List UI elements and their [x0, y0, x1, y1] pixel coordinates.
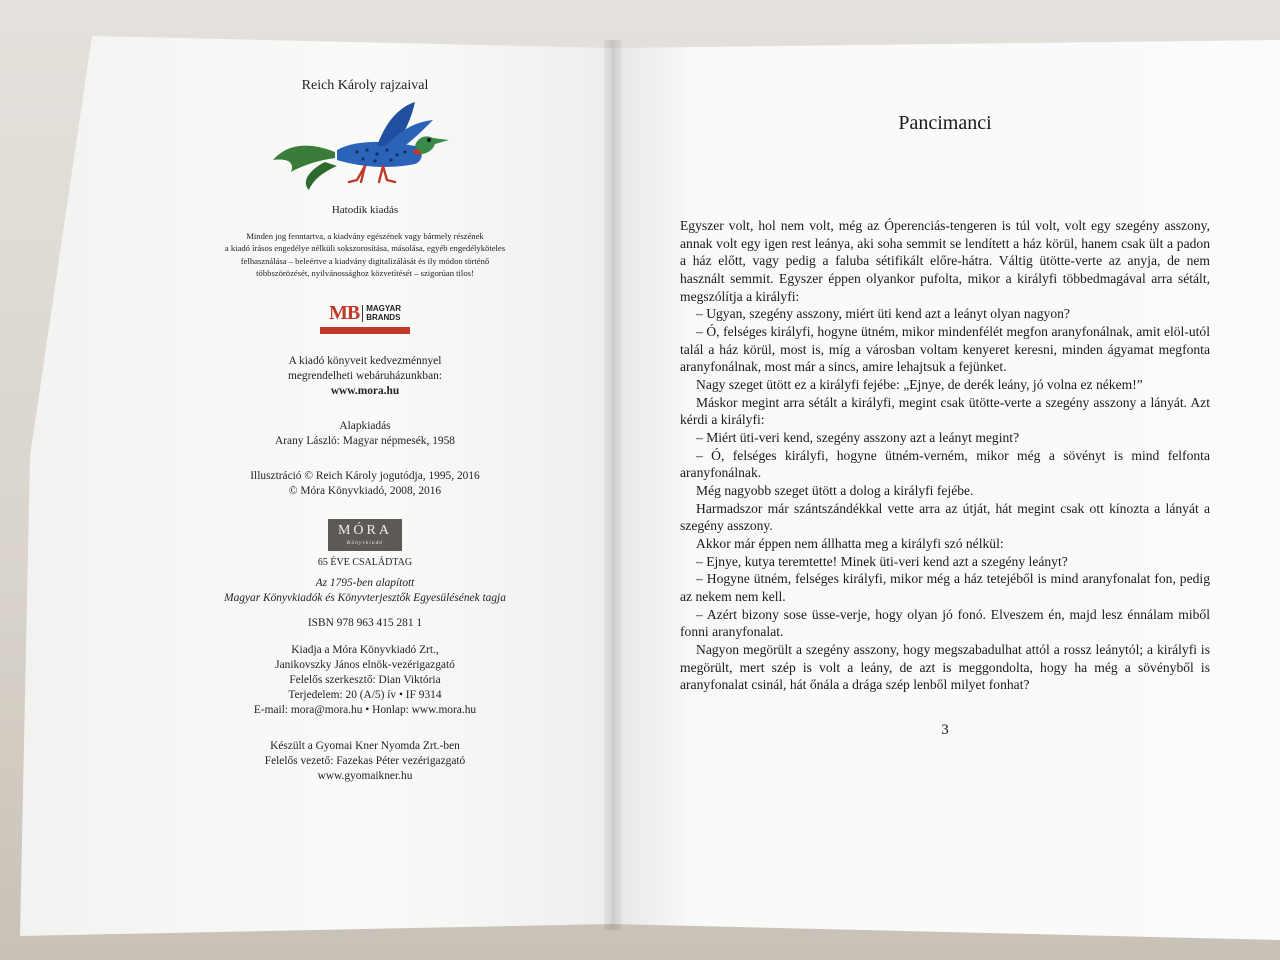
rights-line: többszörözését, nyilvánossághoz közvetítését – szigorúan tilos!: [256, 268, 474, 279]
printer-line: Készült a Gyomai Kner Nyomda Zrt.-ben: [270, 739, 460, 752]
story-paragraph: Még nagyobb szeget ütött a dolog a királyfi fejébe.: [696, 483, 974, 499]
printer-line: Felelős vezető: Fazekas Péter vezérigazgató: [264, 754, 466, 767]
page-number: 3: [941, 722, 949, 739]
story-paragraph: Máskor megint arra sétált a királyfi, megint csak ütötte-verte a szegény asszony a lányát. Azt kérdi a királyfi:: [680, 394, 1210, 428]
magyar-brands-text: [362, 305, 401, 322]
order-info: [150, 354, 580, 399]
mora-logo-sub: Könyvkiadó: [346, 540, 384, 547]
story-paragraph: Harmadszor már szántszándékkal vette arra az útját, hát megint csak ott kínozta a lányát a szegény asszony.: [680, 500, 1210, 534]
magyar-brands-bar: [320, 327, 410, 334]
story-paragraph: – Ejnye, kutya teremtette! Minek üti-veri kend azt a szegény leányt?: [696, 553, 1068, 569]
magyar-brands-line2: BRANDS: [366, 312, 401, 322]
story-paragraph: Akkor már éppen nem állhatta meg a királyfi szó nélkül:: [696, 536, 1004, 552]
imprint-column: [150, 78, 580, 784]
story-text: [680, 217, 1210, 694]
mora-logo: [328, 519, 402, 551]
copyright-line: Illusztráció © Reich Károly jogutódja, 1995, 2016: [250, 470, 480, 483]
printer-line: www.gyomaikner.hu: [317, 769, 413, 782]
edition-line: Hatodik kiadás: [331, 204, 399, 216]
founded-line: Az 1795-ben alapított: [315, 577, 415, 590]
magyar-brands-line1: MAGYAR: [366, 304, 402, 314]
isbn-line: ISBN 978 963 415 281 1: [307, 617, 423, 630]
publisher-line: Janikovszky János elnök-vezérigazgató: [275, 659, 455, 672]
order-line: A kiadó könyveit kedvezménnyel: [288, 354, 442, 367]
rights-line: Minden jog fenntartva, a kiadvány egészének vagy bármely részének: [246, 231, 484, 241]
copyright-line: © Móra Könyvkiadó, 2008, 2016: [288, 485, 442, 498]
mora-logo-name: MÓRA: [337, 523, 392, 539]
family-member-line: 65 ÉVE CSALÁDTAG: [317, 557, 413, 569]
publisher-line: Felelős szerkesztő: Dian Viktória: [289, 674, 441, 687]
story-paragraph: – Ugyan, szegény asszony, miért üti kend azt a leányt olyan nagyon?: [696, 306, 1070, 322]
magyar-brands-mark: MB: [328, 302, 360, 325]
story-paragraph: – Azért bizony sose üsse-verje, hogy olyan jó fonó. Elveszem én, majd lesz énnálam miből fonni aranyfonalat.: [680, 606, 1210, 640]
story-paragraph: – Miért üti-veri kend, szegény asszony azt a leányt megint?: [696, 430, 1020, 446]
publisher-block: [150, 643, 580, 718]
magyar-brands-logo: [319, 302, 411, 326]
chapter-title: Pancimanci: [898, 112, 992, 134]
rights-line: a kiadó írásos engedélye nélküli sokszorosítása, másolása, egyéb engedélyköteles: [224, 243, 506, 254]
story-paragraph: – Ó, felséges királyfi, hogyne ütném, mikor mindenfélét megfon aranyfonálnak, amit elöl-utól talál a ház körül, most is, míg a városban voltam kenyeret keresni, minden ágyamat megfonta aranyfonálnak, most már a sincs, amire lehajtsuk a fejünket.: [680, 324, 1210, 375]
publisher-line: E-mail: mora@mora.hu • Honlap: www.mora.hu: [253, 704, 477, 717]
base-edition-line: Alapkiadás: [339, 419, 391, 432]
copyright-block: [150, 469, 580, 499]
rights-notice: [160, 230, 570, 280]
story-paragraph: – Ó, felséges királyfi, hogyne ütném-verném, mikor még a sövényt is mind felfonta aranyfonálnak.: [680, 447, 1210, 481]
story-column: [680, 112, 1210, 739]
publisher-line: Terjedelem: 20 (A/5) ív • IF 9314: [288, 689, 442, 702]
story-paragraph: Egyszer volt, hol nem volt, még az Óperenciás-tengeren is túl volt, volt egy szegény asszony, annak volt egy igen rest leánya, aki soha semmit se lendített a ház körül, hanem csak ült a padon a ház előtt, vagy pedig a faluba sétifikált előre-hátra. Váltig ütötte-verte az anyja, de nem használt semmit. Egyszer éppen olyankor pufolta, mikor a királyfi többedmagával arra sétált, megszólítja a királyfi:: [680, 218, 1210, 304]
rights-line: felhasználása – beleértve a kiadvány digitalizálását és ily módon történő: [240, 255, 490, 266]
founded-line: Magyar Könyvkiadók és Könyvterjesztők Egyesülésének tagja: [224, 592, 506, 605]
founded-block: [150, 576, 580, 606]
order-url: www.mora.hu: [330, 384, 400, 397]
book-gutter: [604, 40, 622, 930]
bird-illustration: [265, 100, 465, 192]
story-paragraph: Nagy szeget ütött ez a királyfi fejébe: „Ejnye, de derék leány, jó volna ez nékem!”: [696, 377, 1143, 393]
story-paragraph: Nagyon megörült a szegény asszony, hogy megszabadulhat attól a rossz leánytól; a királyfi is megörült, mert szép is volt a leány, de azt is meggondolta, hogy ha még a sövényből is aranyfonalat csinál, hát őnála a drága szép lenből milyet fonhat?: [680, 642, 1210, 693]
base-edition-line: Arany László: Magyar népmesék, 1958: [275, 435, 455, 447]
illustrator-line: Reich Károly rajzaival: [301, 78, 429, 93]
base-edition: [150, 419, 580, 449]
order-line: megrendelheti webáruházunkban:: [287, 369, 443, 382]
story-paragraph: – Hogyne ütném, felséges királyfi, mikor még a ház tetejéből is mind aranyfonalat fon, pedig az nekem nem kell.: [680, 571, 1210, 605]
publisher-line: Kiadja a Móra Könyvkiadó Zrt.,: [291, 644, 439, 657]
printer-block: [150, 739, 580, 784]
